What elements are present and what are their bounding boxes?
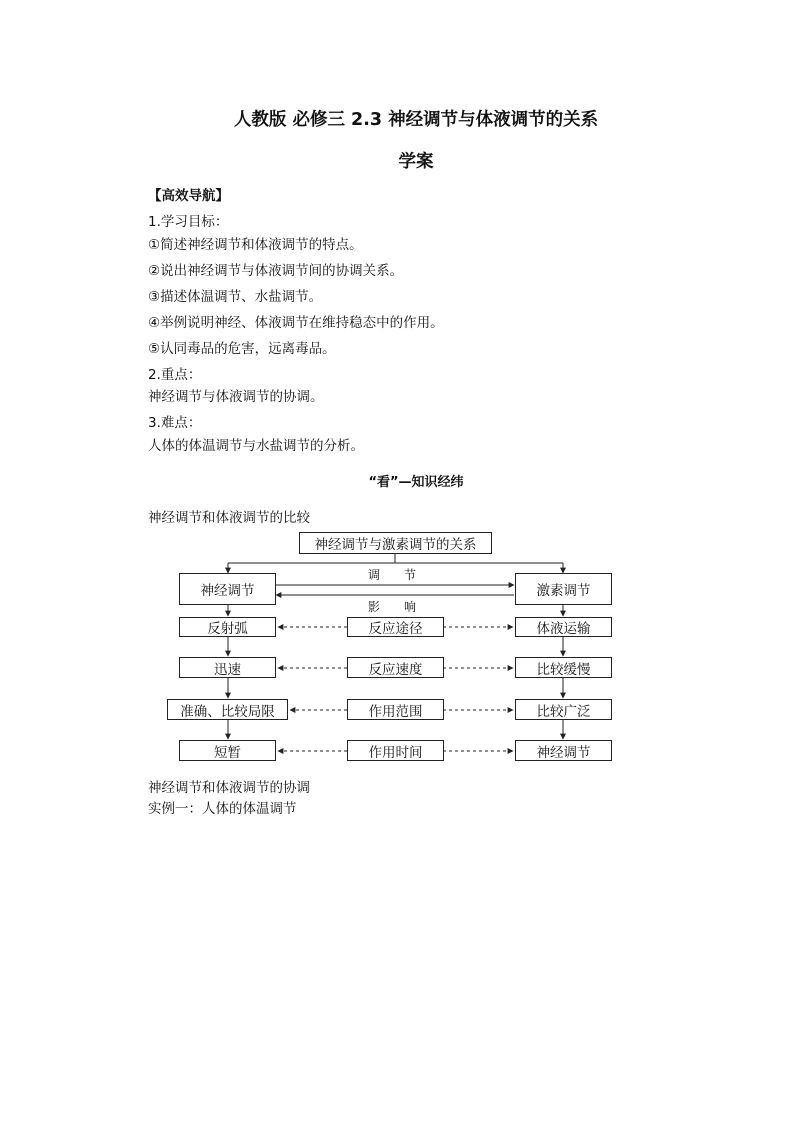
middle-cell: 作用范围 — [347, 699, 444, 720]
arrow-label-top: 调 节 — [368, 568, 417, 582]
example-heading: 实例一：人体的体温调节 — [148, 801, 297, 817]
document-subtitle: 学案 — [398, 152, 434, 172]
difficult-text: 人体的体温调节与水盐调节的分析。 — [148, 438, 364, 454]
left-head-box: 神经调节 — [179, 573, 276, 605]
difficult-label: 3.难点： — [148, 415, 202, 431]
arrow-label-bottom: 影 响 — [368, 600, 417, 614]
guide-heading: 【高效导航】 — [148, 188, 229, 204]
left-cell: 迅速 — [179, 657, 276, 678]
right-head-box: 激素调节 — [515, 573, 612, 605]
goal-item: ②说出神经调节与体液调节间的协调关系。 — [148, 263, 404, 279]
diagram-top-box: 神经调节与激素调节的关系 — [299, 532, 492, 554]
right-cell: 比较广泛 — [515, 699, 612, 720]
section-title: “看”—知识经纬 — [368, 475, 464, 490]
document-title: 人教版 必修三 2.3 神经调节与体液调节的关系 — [233, 110, 599, 130]
coordination-heading: 神经调节和体液调节的协调 — [148, 780, 310, 796]
right-cell: 体液运输 — [515, 617, 612, 637]
goal-item: ③描述体温调节、水盐调节。 — [148, 289, 323, 305]
key-text: 神经调节与体液调节的协调。 — [148, 389, 324, 405]
middle-cell: 反应途径 — [347, 617, 444, 637]
right-cell: 比较缓慢 — [515, 657, 612, 678]
right-cell: 神经调节 — [515, 740, 612, 761]
left-cell: 准确、比较局限 — [167, 699, 288, 720]
middle-cell: 反应速度 — [347, 657, 444, 678]
left-cell: 反射弧 — [179, 617, 276, 637]
goal-item: ④举例说明神经、体液调节在维持稳态中的作用。 — [148, 315, 444, 331]
goal-item: ①简述神经调节和体液调节的特点。 — [148, 237, 363, 253]
compare-heading: 神经调节和体液调节的比较 — [148, 510, 310, 526]
goal-item: ⑤认同毒品的危害，远离毒品。 — [148, 341, 336, 357]
goals-label: 1.学习目标： — [148, 214, 229, 230]
middle-cell: 作用时间 — [347, 740, 444, 761]
key-label: 2.重点： — [148, 367, 202, 383]
left-cell: 短暂 — [179, 740, 276, 761]
